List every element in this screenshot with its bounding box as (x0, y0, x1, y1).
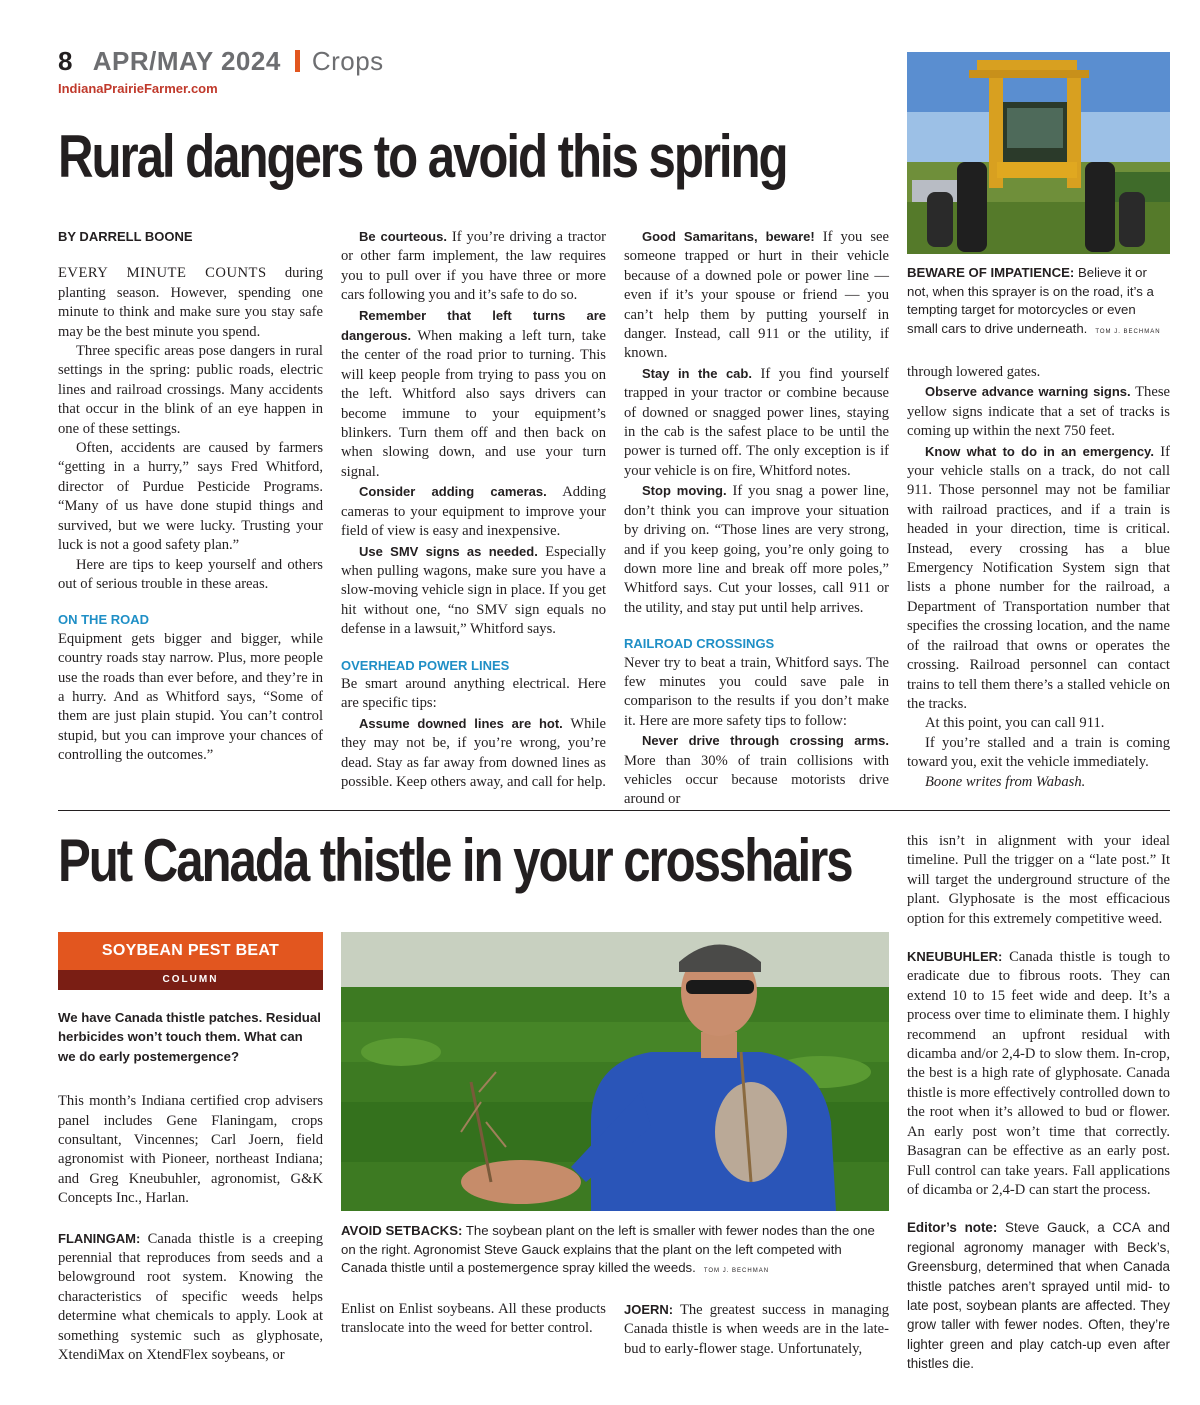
answer-kneubuhler (907, 947, 1170, 1200)
paragraph: Here are tips to keep yourself and others out of serious trouble in these areas. (58, 556, 323, 592)
article1-col4 (907, 363, 1170, 792)
thistle-photo-credit: TOM J. BECHMAN (703, 1268, 770, 1275)
tip-lead: Observe advance warning signs. (925, 384, 1131, 400)
tip-paragraph (341, 482, 606, 541)
panel-intro: This month’s Indiana certified crop advisers panel includes Gene Flaningam, crops consultant, Vincennes; Carl Joern, field agronomist with Pioneer, northeast Indiana; and Greg Kneubuhler, agronomist, G&K Concepts Inc., Harlan. (58, 1093, 323, 1207)
article1-col3 (624, 227, 889, 810)
thistle-caption (341, 1222, 889, 1281)
tip-text: Adding cameras to your equipment to improve your field of view is easy and inexpensive. (341, 484, 606, 540)
article1-col1 (58, 227, 323, 766)
thistle-caption-text: The soybean plant on the left is smaller with fewer nodes than the one on the right. Agronomist Steve Gauck explains that the plant on the left competed with Canada thistle until a postemergence spray killed the weeds. (341, 1223, 875, 1276)
signoff: Boone writes from Wabash. (925, 773, 1086, 790)
sprayer-photo-credit: TOM J. BECHMAN (1095, 328, 1161, 335)
paragraph: through lowered gates. (907, 364, 1041, 380)
tip-text: If you snag a power line, don’t think you can improve your situation by driving on. “Those lines are very strong, and if you keep going, you’re only going to down more line and break off more poles,” Whitford says. Cut your losses, call 911 or the utility, and stay put until help arrives. (624, 483, 889, 616)
tip-lead: Remember that left turns are dangerous. (341, 307, 606, 344)
tip-text: If you find yourself trapped in your tractor or combine because of downed or snagged power lines, staying in the cab is the safest place to be until the power is turned off. The only exception is if your vehicle is on fire, Whitford notes. (624, 365, 889, 479)
answer-joern (624, 1300, 889, 1359)
intro-lead: EVERY MINUTE COUNTS (58, 265, 267, 282)
thistle-caption-lead: AVOID SETBACKS: (341, 1223, 463, 1238)
paragraph: Be smart around anything electrical. Here are specific tips: (341, 675, 606, 712)
article1-col2 (341, 227, 606, 792)
sprayer-caption-lead: BEWARE OF IMPATIENCE: (907, 265, 1075, 280)
folio-divider (295, 50, 300, 72)
intro-text: during planting season. However, spending one minute to think and make sure you stay safe may be the best minute you spend. (58, 265, 323, 340)
answer-lead: JOERN: (624, 1302, 674, 1317)
tip-paragraph (907, 382, 1170, 441)
answer-continued: Enlist on Enlist soybeans. All these products translocate into the weed for better control. (341, 1301, 606, 1337)
article2-col2 (341, 1300, 606, 1339)
thistle-photo (341, 932, 889, 1211)
sprayer-illustration (907, 52, 1170, 254)
paragraph: Often, accidents are caused by farmers “getting in a hurry,” says Fred Whitford, director of Purdue Pesticide Programs. “Many of us have done stupid things and survived, but we were lucky. Trusting your luck is not a good safety plan.” (58, 440, 323, 554)
tip-paragraph (341, 542, 606, 640)
answer-text: Canada thistle is a creeping perennial that reproduces from seeds and a belowground root system. Knowing the characteristics of specific weeds helps determine what chemicals to apply. Look at something systemic such as glyphosate, XtendiMax on XtendFlex soybeans, or (58, 1230, 323, 1364)
page-number: 8 (58, 46, 73, 76)
article2-col1-body (58, 1092, 323, 1365)
tip-paragraph (624, 227, 889, 364)
answer-flaningam (58, 1229, 323, 1366)
sprayer-caption-text: Believe it or not, when this sprayer is on the road, it’s a tempting target for motorcycles or even small cars to drive underneath. (907, 265, 1154, 336)
tip-text: When making a left turn, take the center of the road prior to turning. This will keep people from trying to pass you on the left. Whitford also says drivers can become immune to your equipment’s blinkers. Turn them off and then back on when slowing down, and use your turn signal. (341, 328, 606, 480)
tip-text: More than 30% of train collisions with vehicles occur because motorists drive around or (624, 752, 889, 808)
article2-col3 (624, 1300, 889, 1359)
section-name: Crops (311, 46, 384, 76)
farmer-illustration (341, 932, 889, 1211)
answer-text: The greatest success in managing Canada thistle is when weeds are in the late-bud to early-flower stage. Unfortunately, (624, 1302, 889, 1357)
article2-col1 (58, 1008, 323, 1366)
article2-headline: Put Canada thistle in your crosshairs (58, 827, 852, 894)
tip-paragraph (341, 227, 606, 306)
answer-continued: this isn’t in alignment with your ideal timeline. Pull the trigger on a “late post.” It will target the underground structure of the plant. Glyphosate is the most efficacious option for this extremely competitive weed. (907, 833, 1170, 927)
tip-lead: Be courteous. (359, 229, 447, 244)
tip-paragraph (341, 306, 606, 483)
tip-lead: Consider adding cameras. (359, 484, 547, 500)
paragraph: Never try to beat a train, Whitford says. The few minutes you could save pale in comparison to the results if you don’t make it. Here are more safety tips to follow: (624, 654, 889, 729)
editors-note-text: Steve Gauck, a CCA and regional agronomy manager with Beck’s, Greensburg, determined that when Canada thistle patches aren’t sprayed until mid- to late post, soybean plants are affected. They grow taller with fewer nodes. Often, they’re lighter green and play catch-up even after thistles die. (907, 1220, 1170, 1372)
tip-lead: Assume downed lines are hot. (359, 715, 563, 731)
intro-paragraph (58, 264, 323, 342)
article2-col4 (907, 832, 1170, 1374)
tip-text: Especially when pulling wagons, make sure you have a slow-moving vehicle sign in place. If you get hit without one, “no SMV sign equals no defense in a lawsuit,” Whitford says. (341, 543, 606, 638)
answer-text: Canada thistle is tough to eradicate due to fibrous roots. They can extend 10 to 15 feet wide and deep. It’s a process over time to eliminate them. I highly recommend an upfront residual with dicamba and/or 2,4-D to slow them. In-crop, the best is a high rate of glyphosate. Canada thistle is more effectively controlled down to the root when it’s allowed to bud or flower. An early post won’t time that correctly. Basagran can be effective as an early post. Full control can take years. Fall applications of dicamba or 2,4-D can start the process. (907, 949, 1170, 1198)
sprayer-photo (907, 52, 1170, 254)
editors-note-lead: Editor’s note: (907, 1220, 998, 1236)
paragraph: At this point, you can call 911. (925, 715, 1105, 732)
column-label: COLUMN (58, 970, 323, 990)
tip-text: These yellow signs indicate that a set of tracks is coming up within the next 750 feet. (907, 384, 1170, 440)
paragraph: Three specific areas pose dangers in rural settings in the spring: public roads, electric lines and railroad crossings. Many accidents that occur in the blink of an eye happen in one of these settings. (58, 343, 323, 437)
sprayer-caption (907, 264, 1170, 341)
tip-text: While they may not be, if you’re wrong, you’re dead. Stay as far away from downed lines as possible. Keep others away, and call for help. (341, 715, 606, 790)
tip-lead: Good Samaritans, beware! (642, 229, 815, 244)
tip-lead: Stop moving. (642, 483, 727, 499)
column-title: SOYBEAN PEST BEAT (58, 932, 323, 970)
section-divider (58, 810, 1170, 811)
answer-lead: KNEUBUHLER: (907, 949, 1003, 965)
tip-paragraph (624, 731, 889, 810)
answer-lead: FLANINGAM: (58, 1230, 141, 1246)
tip-lead: Stay in the cab. (642, 365, 752, 381)
paragraph: Equipment gets bigger and bigger, while country roads stay narrow. Plus, more people use the roads than ever before, and they’re in a hurry. And as Whitford says, “Some of them are just plain stupid. You can’t control stupid, but you can improve your chances of controlling the outcomes.” (58, 630, 323, 764)
tip-paragraph (624, 481, 889, 618)
issue-date: APR/MAY 2024 (92, 46, 281, 76)
reader-question: We have Canada thistle patches. Residual herbicides won’t touch them. What can we do early postemergence? (58, 1010, 321, 1064)
subhead-on-the-road: ON THE ROAD (58, 612, 149, 628)
byline: BY DARRELL BOONE (58, 229, 193, 244)
tip-text: If your vehicle stalls on a track, do not call 911. Those personnel may not be familiar with railroad practices, and if a train is headed in your direction, time is critical. Instead, every crossing has a blue Emergency Notification System sign that lists a phone number for the railroad, a Department of Transportation number that specifies the crossing location, and the name of the railroad that owns or operates the crossing. Railroad personnel can contact trains to tell them there’s a stalled vehicle on the tracks. (907, 443, 1170, 712)
tip-text: If you see someone trapped or hurt in their vehicle because of a downed pole or power line — even if it’s your spouse or friend — you can’t help them by putting yourself in danger. Instead, call 911 or the utility, if known. (624, 229, 889, 362)
tip-paragraph (341, 714, 606, 793)
subhead-power-lines: OVERHEAD POWER LINES (341, 657, 510, 673)
tip-paragraph (624, 364, 889, 481)
tip-lead: Never drive through crossing arms. (642, 733, 889, 749)
tip-paragraph (907, 442, 1170, 715)
editors-note (907, 1218, 1170, 1373)
column-badge (58, 932, 323, 990)
page-folio (58, 46, 384, 77)
tip-lead: Use SMV signs as needed. (359, 543, 538, 559)
tip-lead: Know what to do in an emergency. (925, 443, 1154, 459)
subhead-railroad: RAILROAD CROSSINGS (624, 636, 775, 652)
site-url[interactable]: IndianaPrairieFarmer.com (58, 81, 218, 96)
paragraph: If you’re stalled and a train is coming toward you, exit the vehicle immediately. (907, 734, 1170, 771)
article1-headline: Rural dangers to avoid this spring (58, 123, 787, 190)
tip-text: If you’re driving a tractor or other farm implement, the law requires you to pull over if you have three or more cars following you and it’s safe to do so. (341, 229, 607, 304)
